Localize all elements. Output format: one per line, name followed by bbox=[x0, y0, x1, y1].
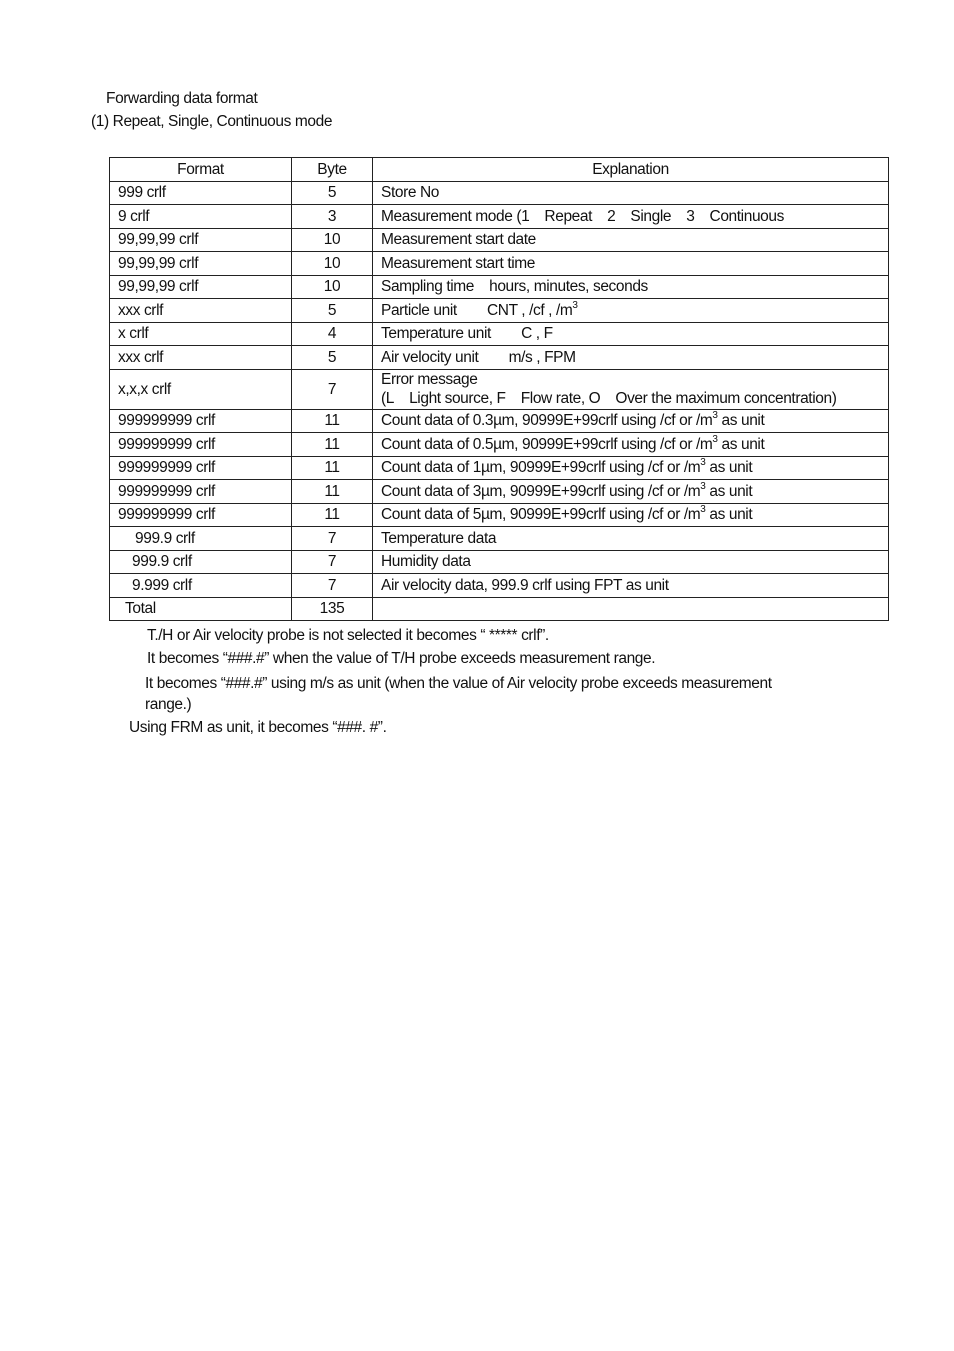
byte-cell: 7 bbox=[292, 527, 373, 551]
byte-cell: 11 bbox=[292, 409, 373, 433]
explanation-text: Count data of 1µm, 90999E+99crlf using /cf or /m bbox=[381, 459, 701, 477]
explanation-cell bbox=[373, 205, 889, 229]
explanation-cell bbox=[373, 252, 889, 276]
total-label-cell: Total bbox=[110, 597, 292, 621]
explanation-text: Air velocity data, 999.9 crlf using FPT as unit bbox=[381, 576, 669, 594]
format-cell: 999 crlf bbox=[110, 181, 292, 205]
explanation-cell bbox=[373, 228, 889, 252]
format-cell: 9 crlf bbox=[110, 205, 292, 229]
byte-cell: 4 bbox=[292, 322, 373, 346]
table-row bbox=[110, 480, 889, 504]
explanation-cell bbox=[373, 480, 889, 504]
byte-cell: 5 bbox=[292, 299, 373, 323]
format-cell: 999999999 crlf bbox=[110, 456, 292, 480]
note-air-velocity-range-cont: range.) bbox=[145, 696, 192, 713]
table-header-row bbox=[110, 158, 889, 182]
format-cell: x crlf bbox=[110, 322, 292, 346]
byte-cell: 11 bbox=[292, 503, 373, 527]
byte-cell: 7 bbox=[292, 550, 373, 574]
explanation-suffix: as unit bbox=[705, 482, 753, 500]
table-row bbox=[110, 252, 889, 276]
forwarding-format-table bbox=[109, 157, 889, 621]
table-row bbox=[110, 299, 889, 323]
explanation-cell bbox=[373, 503, 889, 527]
explanation-text: Count data of 0.3µm, 90999E+99crlf using /cf or /m bbox=[381, 412, 713, 430]
explanation-cell bbox=[373, 433, 889, 457]
byte-cell: 7 bbox=[292, 574, 373, 598]
superscript-3: 3 bbox=[700, 504, 706, 516]
table-row bbox=[110, 503, 889, 527]
format-cell: 999999999 crlf bbox=[110, 503, 292, 527]
superscript-3: 3 bbox=[700, 480, 706, 492]
superscript-3: 3 bbox=[712, 433, 718, 445]
format-cell: 999999999 crlf bbox=[110, 409, 292, 433]
header-byte: Byte bbox=[292, 158, 373, 182]
byte-cell: 5 bbox=[292, 346, 373, 370]
total-byte-cell: 135 bbox=[292, 597, 373, 621]
note-probe-not-selected: T./H or Air velocity probe is not selected it becomes “ ***** crlf”. bbox=[147, 627, 549, 644]
explanation-text: Store No bbox=[381, 184, 439, 202]
explanation-cell bbox=[373, 346, 889, 370]
explanation-text: Measurement start time bbox=[381, 254, 536, 272]
format-cell: 99,99,99 crlf bbox=[110, 228, 292, 252]
byte-cell: 11 bbox=[292, 433, 373, 457]
explanation-text: Count data of 5µm, 90999E+99crlf using /cf or /m bbox=[381, 506, 701, 524]
note-air-velocity-range: It becomes “###.#” using m/s as unit (when the value of Air velocity probe exceeds measurement bbox=[145, 675, 772, 692]
explanation-text-line2: (L Light source, F Flow rate, O Over the maximum concentration) bbox=[381, 390, 837, 407]
table-row bbox=[110, 527, 889, 551]
superscript-3: 3 bbox=[700, 457, 706, 469]
explanation-cell bbox=[373, 597, 889, 621]
byte-cell: 10 bbox=[292, 275, 373, 299]
table-row bbox=[110, 574, 889, 598]
header-explanation: Explanation bbox=[373, 158, 889, 182]
format-cell: 9.999 crlf bbox=[110, 574, 292, 598]
table-row bbox=[110, 550, 889, 574]
table-row bbox=[110, 322, 889, 346]
explanation-cell bbox=[373, 527, 889, 551]
explanation-suffix: as unit bbox=[705, 506, 753, 524]
explanation-cell bbox=[373, 369, 889, 409]
explanation-cell bbox=[373, 550, 889, 574]
section-heading: Forwarding data format bbox=[106, 90, 258, 107]
table-row bbox=[110, 346, 889, 370]
explanation-suffix: as unit bbox=[717, 435, 765, 453]
format-cell: xxx crlf bbox=[110, 346, 292, 370]
explanation-cell bbox=[373, 574, 889, 598]
superscript-3: 3 bbox=[572, 299, 578, 311]
explanation-text: Measurement mode (1 Repeat 2 Single 3 Continuous bbox=[381, 207, 784, 225]
format-cell: 99,99,99 crlf bbox=[110, 252, 292, 276]
format-cell: xxx crlf bbox=[110, 299, 292, 323]
explanation-text: Temperature data bbox=[381, 529, 497, 547]
explanation-text: Air velocity unit m/s , FPM bbox=[381, 348, 576, 366]
explanation-text: Temperature unit C , F bbox=[381, 325, 553, 343]
explanation-text: Sampling time hours, minutes, seconds bbox=[381, 278, 648, 296]
section-subheading: (1) Repeat, Single, Continuous mode bbox=[91, 113, 333, 130]
header-format: Format bbox=[110, 158, 292, 182]
explanation-cell bbox=[373, 409, 889, 433]
format-cell: 99,99,99 crlf bbox=[110, 275, 292, 299]
table-row bbox=[110, 433, 889, 457]
explanation-text: Humidity data bbox=[381, 553, 471, 571]
format-cell: 999.9 crlf bbox=[110, 527, 292, 551]
explanation-cell bbox=[373, 181, 889, 205]
byte-cell: 5 bbox=[292, 181, 373, 205]
table-row bbox=[110, 228, 889, 252]
explanation-text: Particle unit CNT , /cf , /m bbox=[381, 301, 573, 319]
explanation-cell bbox=[373, 275, 889, 299]
format-cell: 999.9 crlf bbox=[110, 550, 292, 574]
explanation-suffix: as unit bbox=[705, 459, 753, 477]
format-cell: 999999999 crlf bbox=[110, 433, 292, 457]
table-row bbox=[110, 409, 889, 433]
table-row bbox=[110, 205, 889, 229]
byte-cell: 10 bbox=[292, 228, 373, 252]
byte-cell: 3 bbox=[292, 205, 373, 229]
explanation-cell bbox=[373, 299, 889, 323]
explanation-suffix: as unit bbox=[717, 412, 765, 430]
explanation-cell bbox=[373, 322, 889, 346]
note-th-range: It becomes “###.#” when the value of T/H probe exceeds measurement range. bbox=[147, 650, 656, 667]
byte-cell: 10 bbox=[292, 252, 373, 276]
explanation-text: Count data of 3µm, 90999E+99crlf using /cf or /m bbox=[381, 482, 701, 500]
table-row bbox=[110, 456, 889, 480]
explanation-text: Count data of 0.5µm, 90999E+99crlf using /cf or /m bbox=[381, 435, 713, 453]
byte-cell: 7 bbox=[292, 369, 373, 409]
table-total-row bbox=[110, 597, 889, 621]
byte-cell: 11 bbox=[292, 480, 373, 504]
format-cell: x,x,x crlf bbox=[110, 369, 292, 409]
table-row bbox=[110, 275, 889, 299]
table-row bbox=[110, 181, 889, 205]
explanation-text: Measurement start date bbox=[381, 231, 536, 249]
explanation-text: Error message bbox=[381, 371, 478, 388]
explanation-cell bbox=[373, 456, 889, 480]
format-cell: 999999999 crlf bbox=[110, 480, 292, 504]
table-row bbox=[110, 369, 889, 409]
superscript-3: 3 bbox=[712, 410, 718, 422]
byte-cell: 11 bbox=[292, 456, 373, 480]
note-frm-unit: Using FRM as unit, it becomes “###. #”. bbox=[129, 719, 387, 736]
